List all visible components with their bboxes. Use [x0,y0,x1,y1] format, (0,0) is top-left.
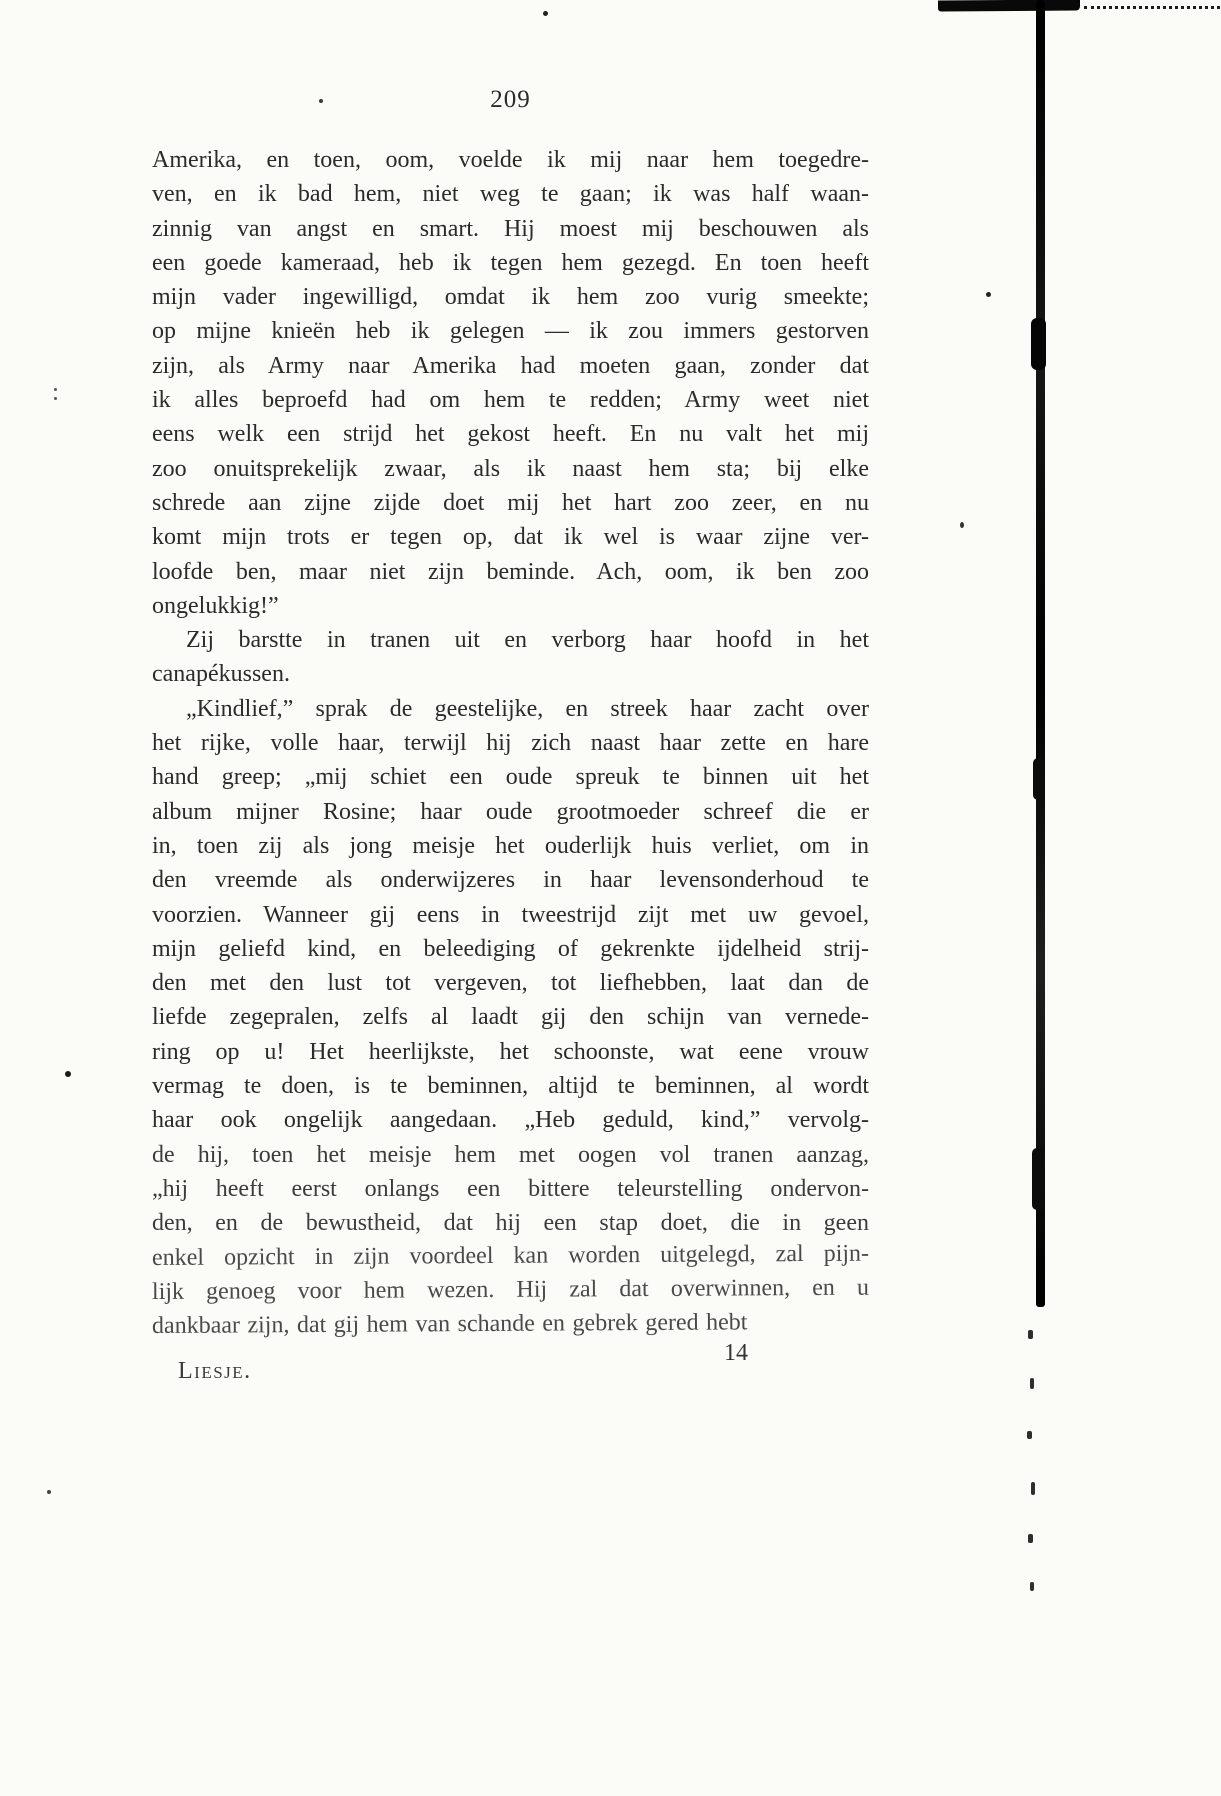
text-line: hand greep; „mij schiet een oude spreuk te binnen uit het [152,764,869,791]
text-line: liefde zegepralen, zelfs al laadt gij den schijn van vernede- [152,1004,869,1031]
scan-speck [54,397,57,400]
text-line: op mijne knieën heb ik gelegen — ik zou immers gestorven [152,318,869,345]
scan-speck [65,1071,71,1077]
text-line: komt mijn trots er tegen op, dat ik wel is waar zijne ver- [152,524,869,551]
scan-margin-mark [1030,1582,1034,1591]
scan-binding-blob [1033,758,1044,800]
text-line: dankbaar zijn, dat gij hem van schande en gebrek gered hebt [151,1309,748,1340]
scan-margin-mark [1030,1378,1034,1389]
text-line: lijk genoeg voor hem wezen. Hij zal dat overwinnen, en u [151,1274,870,1305]
text-line: het rijke, volle haar, terwijl hij zich naast haar zette en hare [152,730,869,757]
text-line: mijn geliefd kind, en beleediging of gekrenkte ijdelheid strij- [152,935,869,962]
text-line: loofde ben, maar niet zijn beminde. Ach, oom, ik ben zoo [152,558,869,585]
text-line: ik alles beproefd had om hem te redden; Army weet niet [152,387,869,414]
paragraph-1 [152,143,869,623]
text-line: Zij barstte in tranen uit en verborg haar hoofd in het [186,627,869,654]
text-line: mijn vader ingewilligd, omdat ik hem zoo vurig smeekte; [152,284,869,311]
text-line: Amerika, en toen, oom, voelde ik mij naar hem toegedre- [152,147,869,173]
scan-margin-mark [1028,1534,1033,1543]
text-line: zinnig van angst en smart. Hij moest mij beschouwen als [152,215,869,242]
text-line: ven, en ik bad hem, niet weg te gaan; ik was half waan- [152,181,869,208]
text-line: ring op u! Het heerlijkste, het schoonste, wat eene vrouw [152,1038,869,1065]
text-line: zijn, als Army naar Amerika had moeten gaan, zonder dat [152,352,869,379]
text-line: schrede aan zijne zijde doet mij het hart zoo zeer, en nu [152,489,869,516]
scan-binding-bar [1036,0,1045,1307]
text-line: „hij heeft eerst onlangs een bittere teleurstelling ondervon- [152,1175,869,1202]
text-line: zoo onuitsprekelijk zwaar, als ik naast hem sta; bij elke [152,455,869,482]
text-line: een goede kameraad, heb ik tegen hem gezegd. En toen heeft [152,249,869,276]
text-line: eens welk een strijd het gekost heeft. En nu valt het mij [152,421,869,448]
text-line: ongelukkig!” [152,592,279,619]
text-line: vermag te doen, is te beminnen, altijd te beminnen, al wordt [152,1073,869,1100]
footer-page-mark: 14 [724,1340,748,1366]
scan-speck [543,11,548,16]
text-line: haar ook ongelijk aangedaan. „Heb geduld, kind,” vervolg- [152,1107,869,1134]
scan-speck [986,292,991,297]
scan-binding-blob [1031,318,1046,370]
scan-binding-blob [1032,1148,1044,1210]
paragraph-2 [152,623,869,692]
text-line: den met den lust tot vergeven, tot liefhebben, laat dan de [152,970,869,997]
text-line: den vreemde als onderwijzeres in haar levensonderhoud te [152,867,869,894]
scan-smudge-top-right [938,0,1080,11]
scan-margin-mark [1027,1431,1032,1439]
scan-speck [960,522,964,528]
text-line: den, en de bewustheid, dat hij een stap doet, die in geen [152,1210,869,1237]
text-line: enkel opzicht in zijn voordeel kan worden uitgelegd, zal pijn- [151,1240,870,1271]
text-block [152,143,869,1343]
text-line: de hij, toen het meisje hem met oogen vol tranen aanzag, [152,1141,869,1168]
page-number: 209 [490,86,531,113]
scan-speck [47,1490,51,1494]
scan-dotted-line-top [1084,6,1220,9]
text-line: album mijner Rosine; haar oude grootmoeder schreef die er [152,798,869,825]
text-line: in, toen zij als jong meisje het ouderlijk huis verliet, om in [152,832,869,859]
paragraph-3 [152,692,869,1344]
scan-margin-mark [1031,1482,1035,1495]
text-line: voorzien. Wanneer gij eens in tweestrijd zijt met uw gevoel, [152,901,869,928]
footer-signature: Liesje. [178,1358,252,1384]
text-line: canapékussen. [152,661,290,688]
scan-speck [54,388,57,391]
scan-margin-mark [1028,1330,1033,1339]
text-line: „Kindlief,” sprak de geestelijke, en streek haar zacht over [186,695,869,722]
